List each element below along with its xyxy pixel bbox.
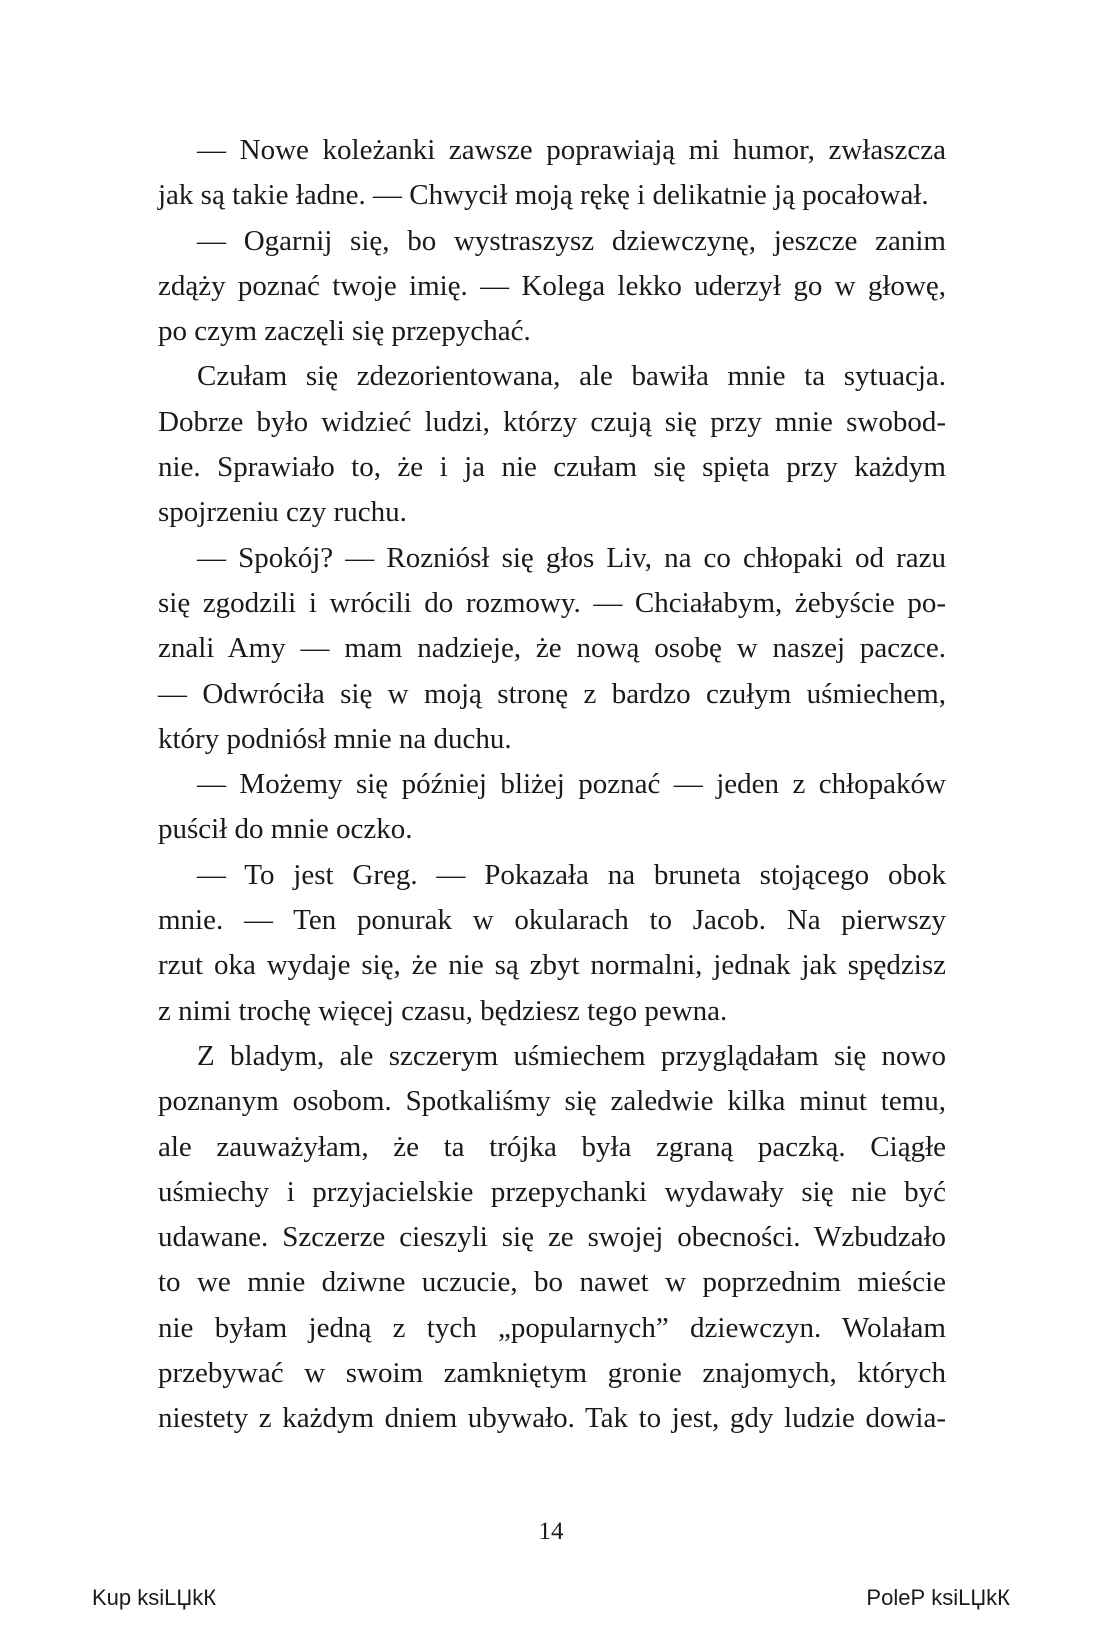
text-line: — Odwróciła się w moją stronę z bardzo czułym uśmiechem, [158, 677, 946, 710]
recommend-book-link[interactable]: PoleР ksiLЏkК [866, 1585, 1010, 1610]
paragraph [158, 354, 946, 535]
text-line: niestety z każdym dniem ubywało. Tak to jest, gdy ludzie dowia- [158, 1402, 946, 1435]
buy-book-link[interactable]: Kup ksiLЏkК [92, 1585, 217, 1610]
text-line: — Nowe koleżanki zawsze poprawiają mi humor, zwłaszcza [197, 134, 946, 166]
paragraph [158, 1034, 946, 1442]
text-line: znali Amy — mam nadzieje, że nową osobę w naszej paczce. [158, 632, 946, 665]
text-line: nie. Sprawiało to, że i ja nie czułam się spięta przy każdym [158, 451, 946, 484]
text-line: — Spokój? — Rozniósł się głos Liv, na co chłopaki od razu [197, 541, 946, 574]
text-line: uśmiechy i przyjacielskie przepychanki wydawały się nie być [158, 1175, 946, 1208]
text-line: się zgodzili i wrócili do rozmowy. — Chciałabym, żebyście po- [158, 586, 946, 619]
text-line: puścił do mnie oczko. [158, 813, 413, 846]
text-line: który podniósł mnie na duchu. [158, 722, 512, 755]
text-line: — Możemy się później bliżej poznać — jeden z chłopaków [197, 768, 946, 801]
text-line: rzut oka wydaje się, że nie są zbyt normalni, jednak jak spędzisz [158, 949, 946, 982]
paragraph [158, 853, 946, 1034]
text-line: Dobrze było widzieć ludzi, którzy czują się przy mnie swobod- [158, 405, 946, 438]
text-line: poznanym osobom. Spotkaliśmy się zaledwie kilka minut temu, [158, 1085, 946, 1118]
text-line: mnie. — Ten ponurak w okularach to Jacob. Na pierwszy [158, 904, 946, 937]
text-line: to we mnie dziwne uczucie, bo nawet w poprzednim mieście [158, 1266, 946, 1299]
text-line: po czym zaczęli się przepychać. [158, 315, 531, 348]
text-line: Czułam się zdezorientowana, ale bawiła mnie ta sytuacja. [197, 360, 946, 393]
paragraph [158, 536, 946, 762]
text-line: — Ogarnij się, bo wystraszysz dziewczynę, jeszcze zanim [197, 224, 946, 257]
text-line: — To jest Greg. — Pokazała na bruneta stojącego obok [197, 858, 946, 891]
body-text [158, 128, 946, 1442]
page-number: 14 [538, 1518, 564, 1545]
text-line: ale zauważyłam, że ta trójka była zgraną paczką. Ciągłe [158, 1130, 946, 1163]
text-line: Z bladym, ale szczerym uśmiechem przyglądałam się nowo [197, 1039, 946, 1072]
text-line: zdąży poznać twoje imię. — Kolega lekko uderzył go w głowę, [158, 269, 946, 302]
text-line: jak są takie ładne. — Chwycił moją rękę i delikatnie ją pocałował. [158, 179, 929, 212]
text-line: z nimi trochę więcej czasu, będziesz tego pewna. [158, 994, 728, 1027]
text-line: udawane. Szczerze cieszyli się ze swojej obecności. Wzbudzało [158, 1221, 946, 1254]
paragraph [158, 219, 946, 355]
paragraph [158, 128, 946, 219]
text-line: przebywać w swoim zamkniętym gronie znajomych, których [158, 1357, 946, 1390]
text-line: spojrzeniu czy ruchu. [158, 496, 407, 529]
paragraph [158, 762, 946, 853]
text-line: nie byłam jedną z tych „popularnych” dziewczyn. Wolałam [158, 1311, 946, 1344]
